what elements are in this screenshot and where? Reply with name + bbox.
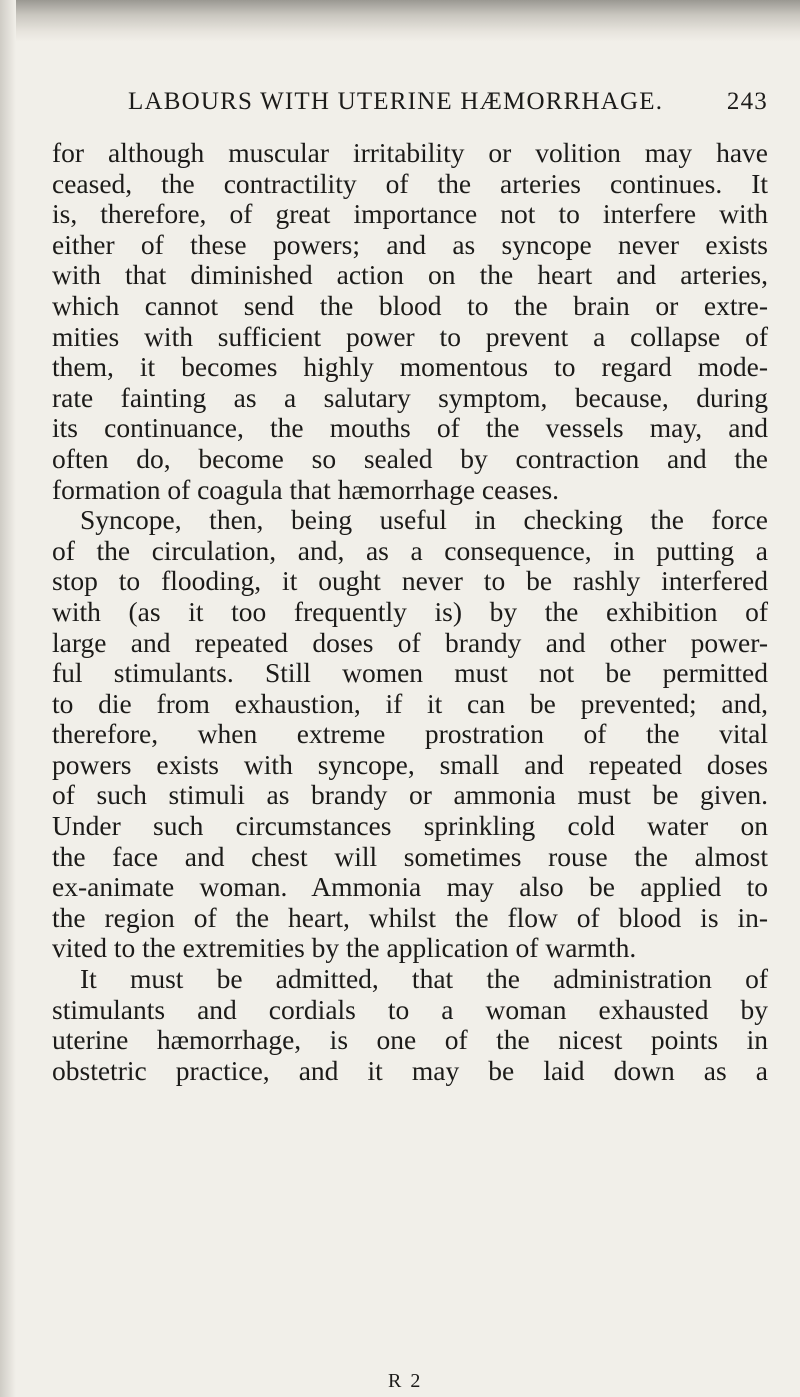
text-line: for although muscular irritability or volition may have [52,137,768,168]
text-line: ful stimulants. Still women must not be permitted [52,657,768,689]
text-line: ceased, the contractility of the arteries continues. It [52,167,768,199]
text-line: which cannot send the blood to the brain or extre- [52,289,768,321]
text-line: with that diminished action on the heart and arteries, [52,259,768,291]
text-line: its continuance, the mouths of the vessels may, and [52,412,768,444]
text-line: large and repeated doses of brandy and other power- [52,626,768,658]
text-line: therefore, when extreme prostration of the vital [52,718,768,750]
text-line: It must be admitted, that the administration of [80,963,768,995]
text-line: formation of coagula that hæmorrhage ceases. [52,473,560,505]
text-line: powers exists with syncope, small and repeated doses [52,748,768,780]
page-top-shadow [0,0,800,42]
text-line: the face and chest will sometimes rouse the almost [52,840,768,872]
page-header [128,88,768,128]
text-line: mities with sufficient power to prevent a collapse of [52,320,768,352]
text-line: rate fainting as a salutary symptom, because, during [52,381,768,413]
page-number: 243 [726,88,768,115]
text-line: them, it becomes highly momentous to regard mode- [52,351,768,383]
text-line: uterine hæmorrhage, is one of the nicest points in [52,1024,768,1056]
text-line: of such stimuli as brandy or ammonia must be given. [52,779,768,811]
body-text [52,138,768,1086]
text-line: vited to the extremities by the application of warmth. [52,932,637,964]
text-line: ex-animate woman. Ammonia may also be applied to [52,871,768,903]
page-left-edge [0,0,16,1397]
text-line: obstetric practice, and it may be laid down as a [52,1054,768,1086]
text-line: of the circulation, and, as a consequence, in putting a [52,534,768,566]
text-line: stop to flooding, it ought never to be rashly interfered [52,565,768,597]
text-line: stimulants and cordials to a woman exhausted by [52,993,768,1025]
text-line: often do, become so sealed by contraction and the [52,442,768,474]
text-line: the region of the heart, whilst the flow of blood is in- [52,901,768,933]
text-line: Syncope, then, being useful in checking the force [80,504,768,536]
text-line: either of these powers; and as syncope never exists [52,228,768,260]
text-line: with (as it too frequently is) by the exhibition of [52,595,768,627]
text-line: Under such circumstances sprinkling cold water on [52,810,768,842]
text-line: to die from exhaustion, if it can be prevented; and, [52,687,768,719]
text-line: is, therefore, of great importance not to interfere with [52,198,768,230]
running-head: LABOURS WITH UTERINE HÆMORRHAGE. [128,88,664,115]
signature-mark: R 2 [388,1370,423,1392]
